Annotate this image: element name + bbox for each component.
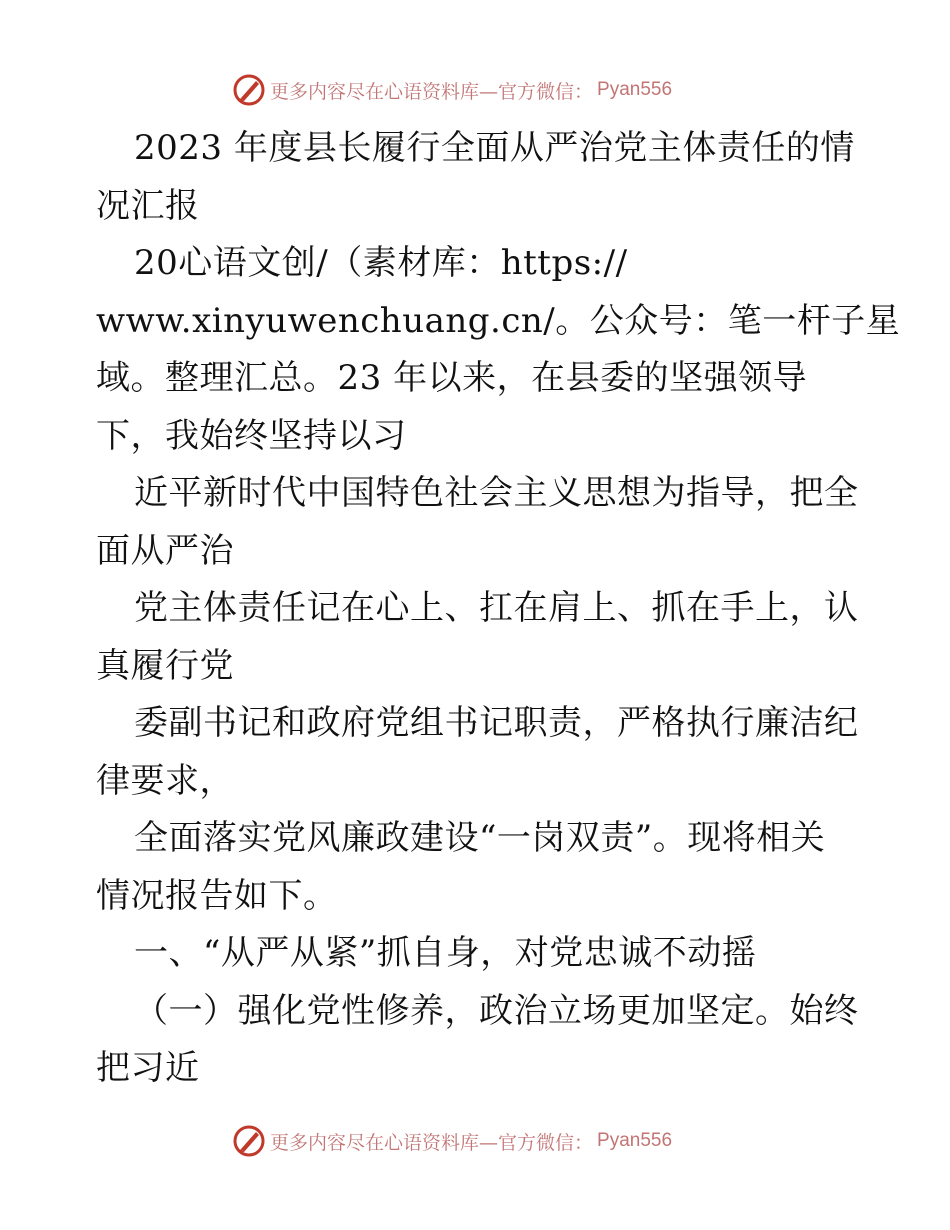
text-line: 近平新时代中国特色社会主义思想为指导，把全 <box>134 473 859 513</box>
text-line: 委副书记和政府党组书记职责，严格执行廉洁纪 <box>134 703 859 743</box>
text-line: 党主体责任记在心上、扛在肩上、抓在手上，认 <box>134 588 859 628</box>
watermark-text: 更多内容尽在心语资料库—官方微信： <box>270 80 594 103</box>
footer-watermark <box>232 1123 732 1159</box>
text-line: www.xinyuwenchuang.cn/。公众号：笔一杆子星 <box>96 300 901 341</box>
watermark-wechat-id: Pyan556 <box>597 79 673 100</box>
text-line: 域。整理汇总。23 年以来，在县委的坚强领导 <box>96 358 808 398</box>
text-line: 把习近 <box>96 1048 200 1088</box>
title-line-2: 况汇报 <box>96 185 200 226</box>
header-watermark <box>232 72 732 108</box>
watermark-wechat-id: Pyan556 <box>597 1130 673 1151</box>
text-line: 下，我始终坚持以习 <box>96 415 407 456</box>
text-line: 面从严治 <box>96 530 234 571</box>
document-body <box>96 120 901 1098</box>
subsection-heading: （一）强化党性修养，政治立场更加坚定。始终 <box>134 990 859 1031</box>
section-heading: 一、“从严从紧”抓自身，对党忠诚不动摇 <box>134 933 757 973</box>
text-line: 情况报告如下。 <box>96 875 338 916</box>
pen-logo-icon <box>232 73 266 107</box>
pen-logo-icon <box>232 1124 266 1158</box>
text-line: 全面落实党风廉政建设“一岗双责”。现将相关 <box>134 818 826 858</box>
text-line: 律要求， <box>96 760 234 801</box>
watermark-text: 更多内容尽在心语资料库—官方微信： <box>270 1131 594 1154</box>
title-line-1: 2023 年度县长履行全面从严治党主体责任的情 <box>134 128 855 168</box>
text-line: 真履行党 <box>96 645 234 686</box>
text-line: 20心语文创/（素材库：https:// <box>134 243 628 283</box>
